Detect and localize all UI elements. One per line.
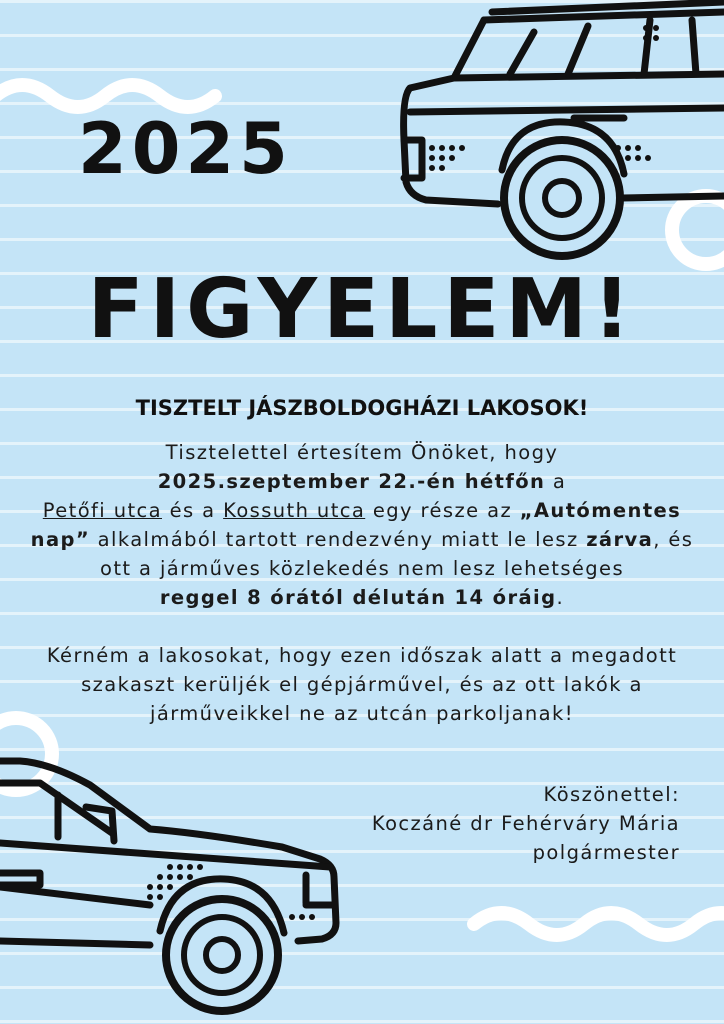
car-illustration-bottom (0, 755, 360, 1024)
connector-text: és a (162, 499, 224, 522)
thanks-text: Köszönettel: (543, 783, 680, 806)
after-streets-text: egy része az (365, 499, 513, 522)
intro-text: Tisztelettel értesítem Önöket, hogy (165, 441, 559, 464)
attention-headline: FIGYELEM! (87, 262, 637, 357)
after-event-text: alkalmából tartott rendezvény miatt le lesz (90, 528, 587, 551)
closure-time: reggel 8 órától délután 14 óráig (159, 586, 557, 609)
car-illustration-top (392, 0, 724, 270)
signer-name: Koczáné dr Fehérváry Mária (371, 812, 680, 835)
street-name: Kossuth utca (223, 499, 366, 522)
wavy-line-decoration (466, 900, 724, 948)
signer-title: polgármester (532, 841, 680, 864)
after-closed-text: , és ott a járműves közlekedés nem lesz lehetséges (99, 528, 694, 580)
year-heading: 2025 (78, 108, 293, 190)
date-suffix: a (545, 470, 567, 493)
street-name: Petőfi utca (42, 499, 162, 522)
notice-body (20, 438, 704, 728)
request-paragraph: Kérném a lakosokat, hogy ezen időszak alatt a megadott szakaszt kerüljék el gépjárművel, és az ott lakók a járműveikkel ne az utcán parkoljanak! (46, 644, 678, 725)
event-date: 2025.szeptember 22.-én hétfőn (157, 470, 546, 493)
closed-word: zárva (586, 528, 654, 551)
announcement-paragraph (20, 438, 704, 612)
event-name: „Autómentes nap” (30, 499, 682, 551)
end-period: . (556, 586, 565, 609)
signature-block (372, 780, 680, 867)
salutation: TISZTELT JÁSZBOLDOGHÁZI LAKOSOK! (135, 396, 589, 420)
